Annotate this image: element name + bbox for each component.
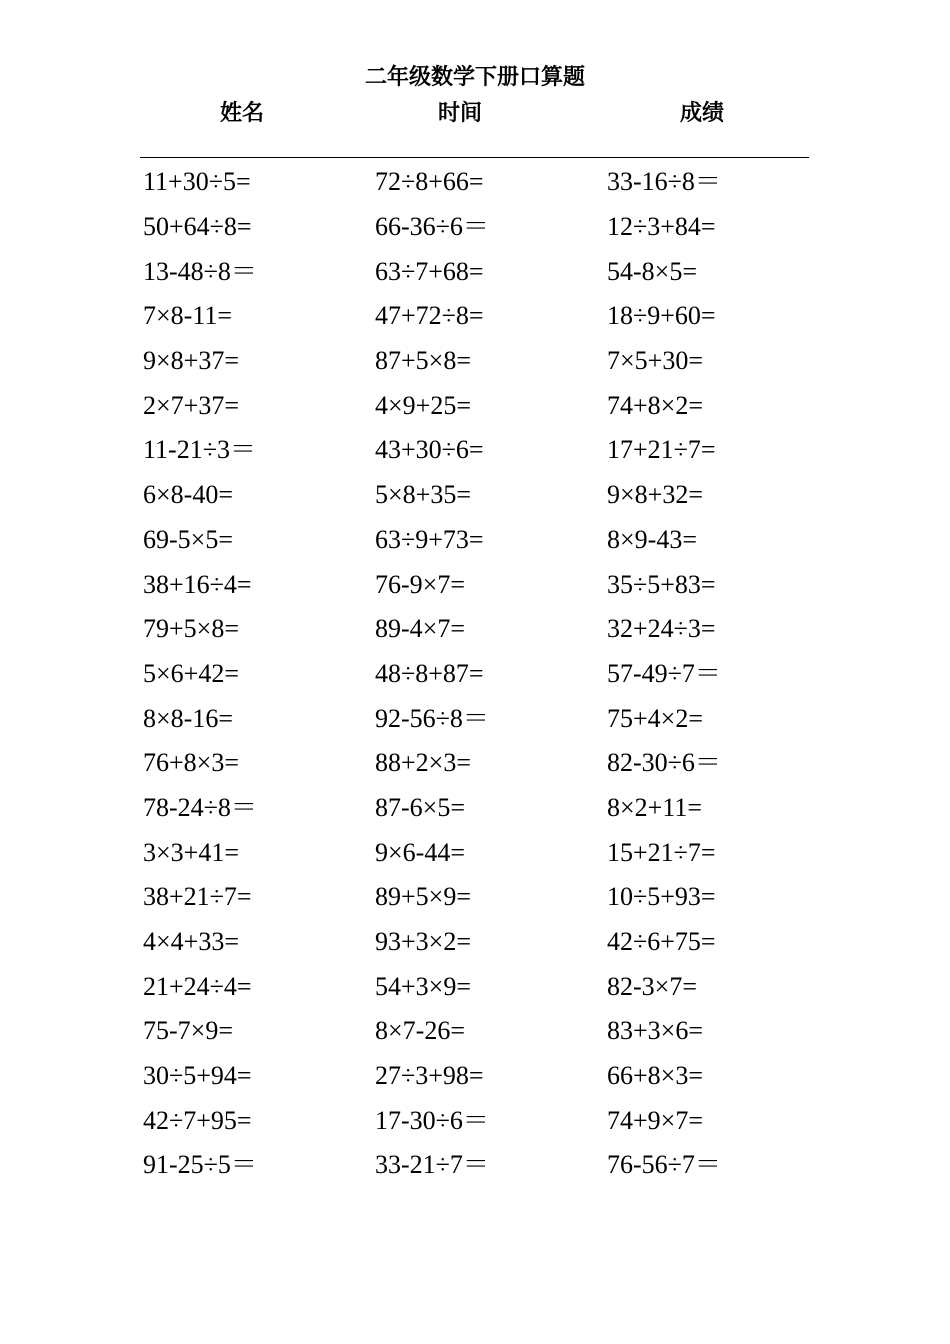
arithmetic-problem: 8×2+11=: [607, 792, 703, 822]
arithmetic-problem: 66-36÷6＝: [375, 212, 489, 242]
arithmetic-problem: 11-21÷3＝: [143, 435, 256, 465]
arithmetic-problem: 48÷8+87=: [375, 658, 484, 688]
problem-row: [143, 1054, 843, 1099]
arithmetic-problem: 91-25÷5＝: [143, 1150, 257, 1180]
problem-row: [143, 205, 843, 250]
arithmetic-problem: 21+24÷4=: [143, 971, 252, 1001]
arithmetic-problem: 69-5×5=: [143, 524, 233, 554]
problem-row: [143, 518, 843, 563]
arithmetic-problem: 47+72÷8=: [375, 301, 484, 331]
problem-row: [143, 696, 843, 741]
arithmetic-problem: 4×9+25=: [375, 390, 471, 420]
arithmetic-problem: 32+24÷3=: [607, 614, 716, 644]
arithmetic-problem: 50+64÷8=: [143, 212, 252, 242]
problem-row: [143, 786, 843, 831]
arithmetic-problem: 63÷9+73=: [375, 524, 484, 554]
arithmetic-problem: 38+16÷4=: [143, 569, 252, 599]
problem-row: [143, 562, 843, 607]
arithmetic-problem: 8×8-16=: [143, 703, 233, 733]
arithmetic-problem: 9×8+32=: [607, 480, 703, 510]
arithmetic-problem: 7×5+30=: [607, 346, 703, 376]
worksheet-title: 二年级数学下册口算题: [364, 65, 585, 90]
arithmetic-problem: 42÷6+75=: [607, 927, 716, 957]
arithmetic-problem: 15+21÷7=: [607, 837, 716, 867]
arithmetic-problem: 92-56÷8＝: [375, 703, 489, 733]
arithmetic-problem: 82-3×7=: [607, 971, 697, 1001]
arithmetic-problem: 10÷5+93=: [607, 882, 716, 912]
arithmetic-problem: 66+8×3=: [607, 1061, 703, 1091]
arithmetic-problem: 2×7+37=: [143, 390, 239, 420]
arithmetic-problem: 8×9-43=: [607, 524, 697, 554]
problem-row: [143, 607, 843, 652]
problem-row: [143, 875, 843, 920]
arithmetic-problem: 74+8×2=: [607, 390, 703, 420]
problem-row: [143, 249, 843, 294]
arithmetic-problem: 33-21÷7＝: [375, 1150, 489, 1180]
problem-row: [143, 830, 843, 875]
problem-row: [143, 1143, 843, 1188]
arithmetic-problem: 74+9×7=: [607, 1105, 703, 1135]
arithmetic-problem: 79+5×8=: [143, 614, 239, 644]
arithmetic-problem: 42÷7+95=: [143, 1105, 252, 1135]
name-label: 姓名: [220, 101, 265, 126]
arithmetic-problem: 57-49÷7＝: [607, 658, 721, 688]
problem-row: [143, 383, 843, 428]
arithmetic-problem: 75+4×2=: [607, 703, 703, 733]
arithmetic-problem: 93+3×2=: [375, 927, 471, 957]
arithmetic-problem: 63÷7+68=: [375, 256, 484, 286]
arithmetic-problem: 5×6+42=: [143, 658, 239, 688]
arithmetic-problem: 43+30÷6=: [375, 435, 484, 465]
score-label: 成绩: [680, 101, 725, 126]
arithmetic-problem: 5×8+35=: [375, 480, 471, 510]
arithmetic-problem: 8×7-26=: [375, 1016, 465, 1046]
arithmetic-problem: 76-56÷7＝: [607, 1150, 721, 1180]
arithmetic-problem: 82-30÷6＝: [607, 748, 721, 778]
arithmetic-problem: 3×3+41=: [143, 837, 239, 867]
arithmetic-problem: 13-48÷8＝: [143, 256, 257, 286]
problem-row: [143, 1009, 843, 1054]
arithmetic-problem: 9×8+37=: [143, 346, 239, 376]
time-label: 时间: [438, 101, 483, 126]
arithmetic-problem: 4×4+33=: [143, 927, 239, 957]
arithmetic-problem: 75-7×9=: [143, 1016, 233, 1046]
arithmetic-problem: 7×8-11=: [143, 301, 233, 331]
arithmetic-problem: 38+21÷7=: [143, 882, 252, 912]
arithmetic-problem: 11+30÷5=: [143, 167, 251, 197]
arithmetic-problem: 54+3×9=: [375, 971, 471, 1001]
problem-row: [143, 294, 843, 339]
problem-row: [143, 964, 843, 1009]
arithmetic-problem: 27÷3+98=: [375, 1061, 484, 1091]
arithmetic-problem: 83+3×6=: [607, 1016, 703, 1046]
arithmetic-problem: 76-9×7=: [375, 569, 465, 599]
problem-row: [143, 920, 843, 965]
arithmetic-problem: 17+21÷7=: [607, 435, 716, 465]
problem-row: [143, 428, 843, 473]
arithmetic-problem: 17-30÷6＝: [375, 1105, 489, 1135]
header-divider: [140, 157, 809, 158]
arithmetic-problem: 78-24÷8＝: [143, 792, 257, 822]
problem-grid: [143, 160, 843, 1188]
arithmetic-problem: 89+5×9=: [375, 882, 471, 912]
problem-row: [143, 160, 843, 205]
problem-row: [143, 741, 843, 786]
problem-row: [143, 1098, 843, 1143]
problem-row: [143, 339, 843, 384]
arithmetic-problem: 87+5×8=: [375, 346, 471, 376]
problem-row: [143, 652, 843, 697]
arithmetic-problem: 89-4×7=: [375, 614, 465, 644]
arithmetic-problem: 35÷5+83=: [607, 569, 716, 599]
arithmetic-problem: 72÷8+66=: [375, 167, 484, 197]
arithmetic-problem: 12÷3+84=: [607, 212, 716, 242]
problem-row: [143, 473, 843, 518]
arithmetic-problem: 18÷9+60=: [607, 301, 716, 331]
arithmetic-problem: 76+8×3=: [143, 748, 239, 778]
arithmetic-problem: 9×6-44=: [375, 837, 465, 867]
arithmetic-problem: 54-8×5=: [607, 256, 697, 286]
arithmetic-problem: 88+2×3=: [375, 748, 471, 778]
arithmetic-problem: 30÷5+94=: [143, 1061, 252, 1091]
arithmetic-problem: 87-6×5=: [375, 792, 465, 822]
arithmetic-problem: 6×8-40=: [143, 480, 233, 510]
arithmetic-problem: 33-16÷8＝: [607, 167, 721, 197]
